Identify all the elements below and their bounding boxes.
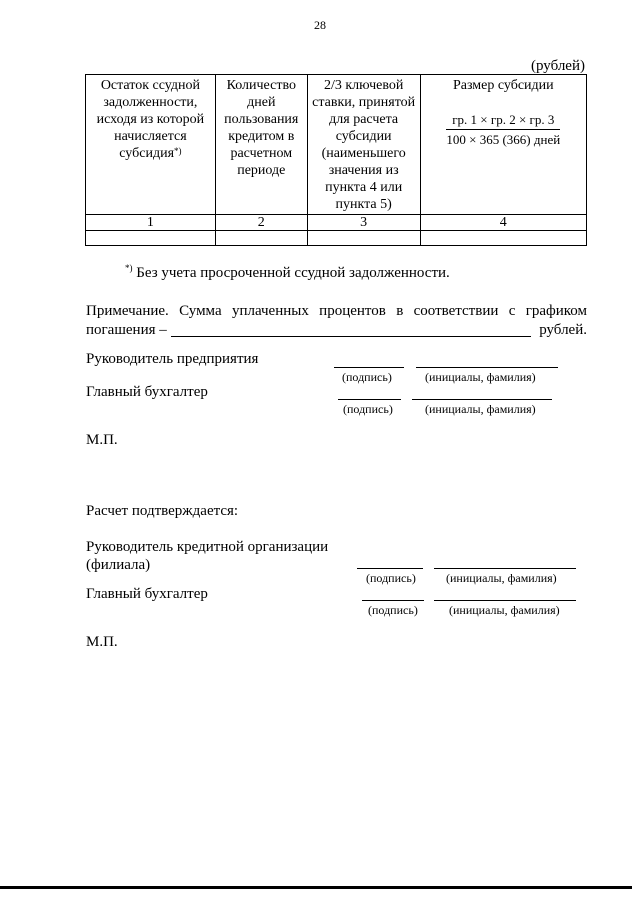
subsidy-formula: [446, 111, 560, 148]
table-cell-empty: [86, 231, 216, 246]
signature-line: [362, 600, 424, 601]
signature-caption: (подпись): [368, 603, 418, 617]
enterprise-accountant-label: Главный бухгалтер: [86, 384, 208, 400]
note-line-2-end: рублей.: [539, 322, 587, 338]
header-rate: 2/3 ключевой ставки, принятой для расчета субсидии (наименьшего значения из пункта 4 или пункта 5): [307, 75, 420, 215]
header-loan-balance: Остаток ссудной задолженности, исходя из которой начисляется субсидия*): [86, 75, 216, 215]
column-number: 1: [86, 215, 216, 231]
units-label: (рублей): [530, 58, 585, 74]
enterprise-head-label: Руководитель предприятия: [86, 351, 259, 367]
bank-head-label: Руководитель кредитной организации (филиала): [86, 539, 329, 573]
note-line-1: Примечание. Сумма уплаченных процентов в соответствии с графиком: [86, 303, 587, 319]
table-cell-empty: [307, 231, 420, 246]
bank-accountant-label: Главный бухгалтер: [86, 586, 208, 602]
signature-line: [338, 399, 401, 400]
signature-caption: (подпись): [342, 370, 392, 384]
table-cell-empty: [215, 231, 307, 246]
name-line: [434, 600, 576, 601]
signature-caption: (подпись): [366, 571, 416, 585]
name-caption: (инициалы, фамилия): [449, 603, 560, 617]
note-line-2-start: погашения –: [86, 322, 167, 338]
name-line: [416, 367, 558, 368]
footnote: *) Без учета просроченной ссудной задолженности.: [125, 263, 450, 281]
header-days: Количество дней пользования кредитом в расчетном периоде: [215, 75, 307, 215]
subsidy-table: [85, 74, 587, 246]
note-amount-blank: [171, 336, 531, 337]
header-subsidy-amount: Размер субсидии $\frac{гр. 1 \times гр. 2 \times гр. 3}{\text{100 × 365 (366) дней}}$: [420, 75, 586, 215]
signature-caption: (подпись): [343, 402, 393, 416]
name-caption: (инициалы, фамилия): [425, 402, 536, 416]
column-number: 3: [307, 215, 420, 231]
page-number: 28: [314, 18, 326, 32]
formula-numerator: гр. 1 × гр. 2 × гр. 3: [446, 111, 560, 130]
formula-denominator: 100 × 365 (366) дней: [446, 132, 561, 147]
confirmation-label: Расчет подтверждается:: [86, 503, 239, 519]
stamp-place: М.П.: [86, 432, 118, 448]
page-bottom-rule: [0, 886, 632, 889]
column-number: 4: [420, 215, 586, 231]
signature-line: [357, 568, 423, 569]
footnote-marker: *): [174, 146, 182, 156]
name-caption: (инициалы, фамилия): [425, 370, 536, 384]
table-cell-empty: [420, 231, 586, 246]
column-number: 2: [215, 215, 307, 231]
payment-note: [86, 302, 587, 340]
name-line: [434, 568, 576, 569]
name-caption: (инициалы, фамилия): [446, 571, 557, 585]
signature-line: [334, 367, 404, 368]
name-line: [412, 399, 552, 400]
stamp-place: М.П.: [86, 634, 118, 650]
